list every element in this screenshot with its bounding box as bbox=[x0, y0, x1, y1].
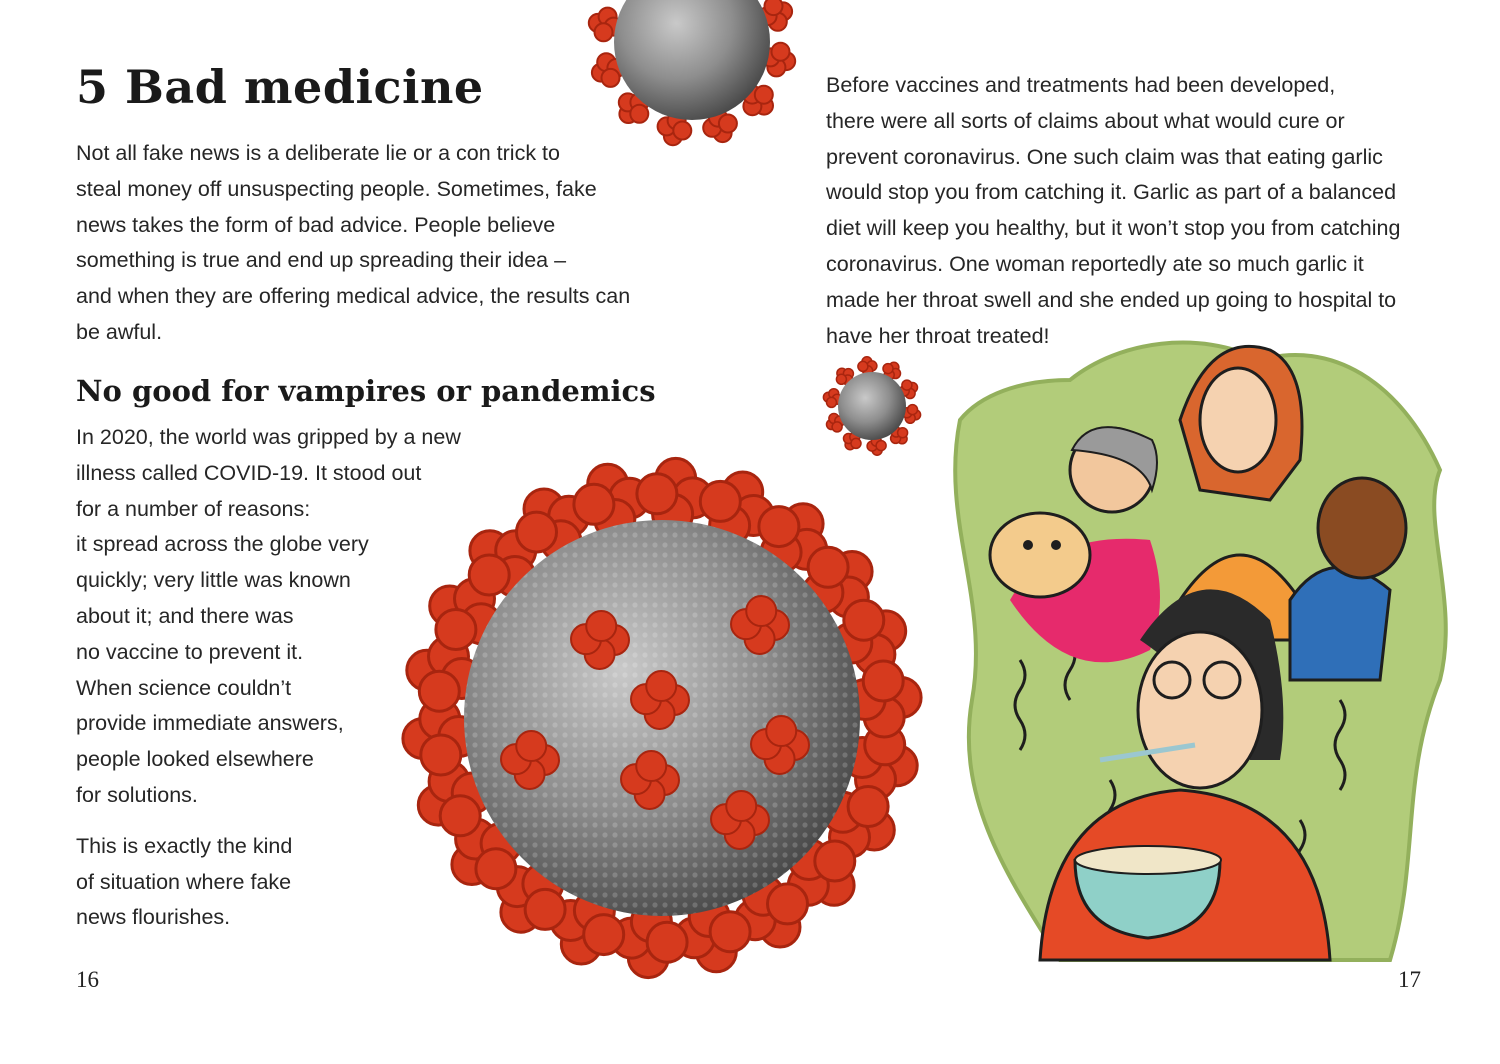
paragraph-line: illness called COVID-19. It stood out bbox=[76, 460, 422, 485]
virus-tiny bbox=[823, 357, 920, 455]
virus-spike bbox=[832, 422, 842, 432]
virus-spike bbox=[759, 507, 799, 547]
virus-spike bbox=[765, 0, 783, 15]
virus-spike bbox=[525, 889, 565, 929]
intro-line: be awful. bbox=[76, 319, 163, 344]
virus-spike bbox=[584, 915, 624, 955]
virus-spike bbox=[595, 23, 613, 41]
intro-line: news takes the form of bad advice. People believe bbox=[76, 212, 556, 237]
paragraph-line: of situation where fake bbox=[76, 869, 292, 894]
virus-spike bbox=[602, 69, 620, 87]
virus-spike bbox=[836, 374, 846, 384]
virus-spike bbox=[844, 600, 884, 640]
virus-spike bbox=[574, 484, 614, 524]
virus-spike bbox=[848, 787, 888, 827]
virus-spike bbox=[772, 43, 790, 61]
paragraph-line: coronavirus. One woman reportedly ate so much garlic it bbox=[826, 251, 1364, 276]
right-column-paragraph bbox=[826, 68, 1466, 354]
paragraph-line: would stop you from catching it. Garlic as part of a balanced bbox=[826, 180, 1397, 205]
virus-spike bbox=[710, 912, 750, 952]
section-body bbox=[76, 420, 506, 951]
virus-spike bbox=[647, 922, 687, 962]
paragraph-line: for a number of reasons: bbox=[76, 496, 311, 521]
virus-surface-spike bbox=[586, 611, 616, 641]
virus-spike bbox=[898, 428, 908, 438]
virus-spike bbox=[902, 380, 912, 390]
virus-spike bbox=[815, 841, 855, 881]
virus-surface-spike bbox=[646, 671, 676, 701]
paragraph-line: This is exactly the kind bbox=[76, 833, 293, 858]
paragraph-line: no vaccine to prevent it. bbox=[76, 639, 304, 664]
virus-surface-spike bbox=[746, 596, 776, 626]
paragraph-line: quickly; very little was known bbox=[76, 568, 351, 593]
virus-spike bbox=[851, 438, 861, 448]
cartoon-garlic-eater bbox=[955, 343, 1446, 960]
paragraph-line: for solutions. bbox=[76, 782, 198, 807]
virus-spike bbox=[719, 115, 737, 133]
intro-line: and when they are offering medical advice, the results can bbox=[76, 284, 631, 309]
paragraph-line: made her throat swell and she ended up going to hospital to bbox=[826, 287, 1397, 312]
virus-surface-spike bbox=[636, 751, 666, 781]
section-paragraph-1 bbox=[76, 420, 506, 814]
virus-spike bbox=[517, 512, 557, 552]
virus-small-top bbox=[589, 0, 795, 145]
paragraph-line: news flourishes. bbox=[76, 905, 231, 930]
paragraph-line: about it; and there was bbox=[76, 603, 294, 628]
page-number-left: 16 bbox=[76, 967, 99, 992]
virus-spike bbox=[700, 481, 740, 521]
paragraph-line: When science couldn’t bbox=[76, 675, 292, 700]
section-title: No good for vampires or pandemics bbox=[76, 374, 656, 408]
section-paragraph-2 bbox=[76, 829, 506, 936]
intro-paragraph bbox=[76, 136, 686, 351]
chapter-title: 5 Bad medicine bbox=[76, 60, 484, 114]
intro-line: Not all fake news is a deliberate lie or a con trick to bbox=[76, 141, 560, 165]
paragraph-line: In 2020, the world was gripped by a new bbox=[76, 425, 461, 449]
paragraph-line: people looked elsewhere bbox=[76, 747, 314, 772]
paragraph-line: prevent coronavirus. One such claim was that eating garlic bbox=[826, 144, 1383, 169]
paragraph-line: Before vaccines and treatments had been developed, bbox=[826, 73, 1336, 97]
paragraph-line: provide immediate answers, bbox=[76, 711, 344, 736]
virus-surface-spike bbox=[766, 716, 796, 746]
paragraph-line: diet will keep you healthy, but it won’t stop you from catching bbox=[826, 216, 1401, 241]
virus-spike bbox=[768, 884, 808, 924]
virus-spike bbox=[908, 405, 918, 415]
intro-line: something is true and end up spreading their idea – bbox=[76, 248, 567, 273]
paragraph-line: there were all sorts of claims about what would cure or bbox=[826, 108, 1345, 133]
page-number-right: 17 bbox=[1398, 967, 1421, 992]
virus-spike bbox=[858, 361, 868, 371]
virus-surface-spike bbox=[516, 731, 546, 761]
virus-spike bbox=[755, 86, 773, 104]
virus-spike bbox=[808, 547, 848, 587]
intro-line: steal money off unsuspecting people. Sometimes, fake bbox=[76, 176, 597, 201]
virus-spike bbox=[863, 661, 903, 701]
virus-surface-spike bbox=[726, 791, 756, 821]
virus-spike bbox=[876, 441, 886, 451]
paragraph-line: have her throat treated! bbox=[826, 323, 1050, 348]
paragraph-line: it spread across the globe very bbox=[76, 532, 369, 557]
virus-spike bbox=[630, 105, 648, 123]
virus-spike bbox=[827, 397, 837, 407]
virus-spike bbox=[883, 364, 893, 374]
virus-spike bbox=[637, 474, 677, 514]
